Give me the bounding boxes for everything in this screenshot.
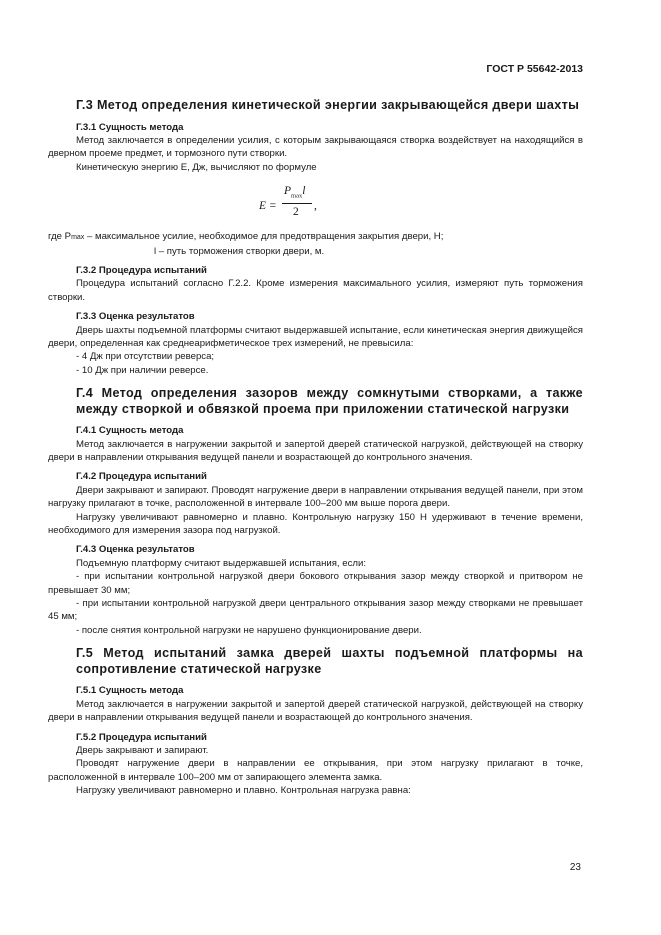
where-text: – максимальное усилие, необходимое для предотвращения закрытия двери, Н; bbox=[84, 231, 444, 243]
page-content bbox=[48, 92, 583, 798]
where-line-2: l – путь торможения створки двери, м. bbox=[154, 245, 325, 257]
subsection-g3-2-title: Г.3.2 Процедура испытаний bbox=[76, 264, 207, 276]
section-g3-title: Г.3 Метод определения кинетической энергии закрывающейся двери шахты bbox=[76, 98, 580, 112]
paragraph: Проводят нагружение двери в направлении ее открывания, при этом нагрузку прилагают в точке, расположенной в интервале 100–200 мм от запирающего элемента замка. bbox=[48, 758, 583, 783]
subsection-g3-1-title: Г.3.1 Сущность метода bbox=[76, 121, 184, 133]
paragraph: Подъемную платформу считают выдержавшей испытания, если: bbox=[76, 557, 367, 569]
subsection-g5-2-title: Г.5.2 Процедура испытаний bbox=[76, 731, 207, 743]
paragraph: Дверь шахты подъемной платформы считают выдержавшей испытание, если кинетическая энергия движущейся двери, определенная как среднеарифметическое трех измерений, не превысила: bbox=[48, 324, 583, 349]
formula-l: l bbox=[302, 185, 306, 198]
list-item: - при испытании контрольной нагрузкой двери бокового открывания зазор между створкой и притвором не превышает 30 мм; bbox=[48, 571, 583, 596]
subsection-g4-2-title: Г.4.2 Процедура испытаний bbox=[76, 471, 207, 483]
paragraph: Нагрузку увеличивают равномерно и плавно. Контрольная нагрузка равна: bbox=[76, 785, 411, 797]
kinetic-energy-formula bbox=[48, 174, 583, 230]
paragraph: Процедура испытаний согласно Г.2.2. Кроме измерения максимального усилия, измеряют путь торможения створки. bbox=[48, 278, 583, 303]
list-item: - после снятия контрольной нагрузки не нарушено функционирование двери. bbox=[76, 624, 422, 636]
formula-p: P bbox=[284, 185, 292, 198]
subsection-g3-3-title: Г.3.3 Оценка результатов bbox=[76, 311, 195, 323]
list-item: - при испытании контрольной нагрузкой двери центрального открывания зазор между створками не превышает 45 мм; bbox=[48, 598, 583, 623]
list-item: - 10 Дж при наличии реверсе. bbox=[76, 364, 209, 376]
where-line-1 bbox=[48, 230, 583, 244]
paragraph: Кинетическую энергию E, Дж, вычисляют по формуле bbox=[76, 161, 317, 173]
formula-lhs: E = bbox=[259, 200, 277, 213]
paragraph: Метод заключается в нагружении закрытой и запертой дверей статической нагрузкой, действующей на створку двери в направлении открывания ведущей панели и возрастающей до контрольного значения. bbox=[48, 438, 583, 463]
fraction-bar bbox=[282, 203, 312, 204]
paragraph: Дверь закрывают и запирают. bbox=[76, 744, 209, 756]
formula-numerator bbox=[284, 185, 305, 203]
where-prefix: где P bbox=[48, 231, 72, 243]
document-id-header: ГОСТ Р 55642-2013 bbox=[486, 63, 583, 75]
section-g5-title: Г.5 Метод испытаний замка дверей шахты подъемной платформы на сопротивление статической нагрузке bbox=[76, 646, 583, 676]
paragraph: Двери закрывают и запирают. Проводят нагружение двери в направлении открывания ведущей панели, при этом нагрузку прилагают в точке, расположенной в интервале 100–200 мм выше порога двери. bbox=[48, 484, 583, 510]
formula-comma: , bbox=[314, 200, 317, 213]
page-number: 23 bbox=[569, 862, 581, 873]
subsection-g5-1-title: Г.5.1 Сущность метода bbox=[76, 685, 184, 697]
subsection-g4-3-title: Г.4.3 Оценка результатов bbox=[76, 544, 195, 556]
paragraph: Метод заключается в нагружении закрытой и запертой дверей статической нагрузкой, действующей на створку двери в направлении открывания ведущей панели и возрастающей до контрольного значения. bbox=[48, 698, 583, 724]
paragraph: Нагрузку увеличивают равномерно и плавно. Контрольную нагрузку 150 Н удерживают в течение времени, необходимого для измерения зазора под нагрузкой. bbox=[48, 511, 583, 537]
formula-sub: max bbox=[291, 192, 303, 200]
list-item: - 4 Дж при отсутствии реверса; bbox=[76, 351, 215, 363]
subsection-g4-1-title: Г.4.1 Сущность метода bbox=[76, 425, 184, 437]
section-g4-title: Г.4 Метод определения зазоров между сомкнутыми створками, а также между створкой и обвязкой проема при приложении статической нагрузки bbox=[76, 386, 583, 416]
paragraph: Метод заключается в определении усилия, с которым закрывающаяся створка воздействует на находящийся в дверном проеме предмет, и тормозного пути створки. bbox=[48, 134, 583, 160]
where-subscript: max bbox=[71, 234, 85, 242]
formula-denominator: 2 bbox=[293, 206, 299, 219]
